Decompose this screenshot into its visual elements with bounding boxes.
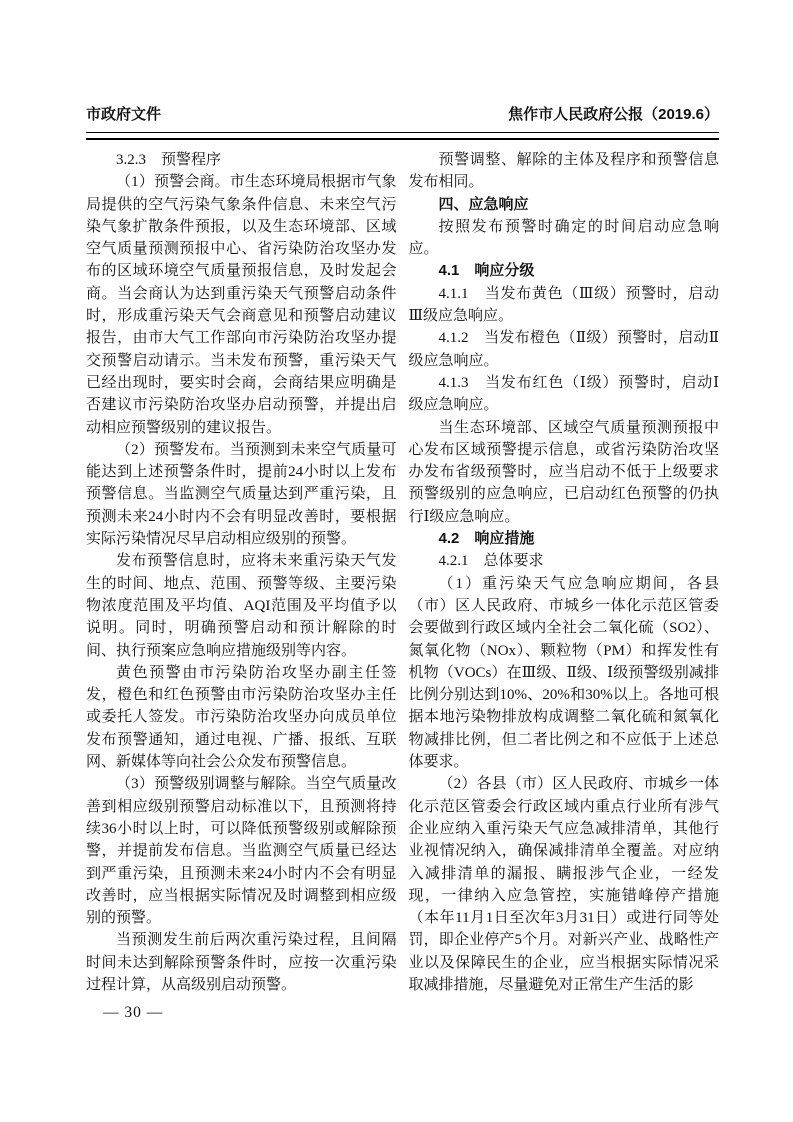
paragraph: 3.2.3 预警程序 (116, 152, 222, 168)
paragraph: 4.2.1 总体要求 (438, 553, 544, 570)
right-column (409, 149, 720, 996)
page-number: — 30 — (103, 1004, 164, 1021)
paragraph: （1）预警会商。市生态环境局根据市气象局提供的空气污染气象条件信息、未来空气污染气象扩散条件预报，以及生态环境部、区域空气质量预测预报中心、省污染防治攻坚办发布的区域环境空气质量预报信息，及时发起会商。当会商认为达到重污染天气预警启动条件时，形成重污染天气会商意见和预警启动建议报告，由市大气工作部向市污染防治攻坚办提交预警启动请示。当未发布预警，重污染天气已经出现时，要实时会商，会商结果应明确是否建议市污染防治攻坚办启动预警，并提出启动相应预警级别的建议报告。 (86, 174, 397, 436)
paragraph: 预警调整、解除的主体及程序和预警信息发布相同。 (408, 152, 719, 191)
paragraph: （3）预警级别调整与解除。当空气质量改善到相应级别预警启动标准以下，且预测将持续36小时以上时，可以降低预警级别或解除预警，并提前发布信息。当监测空气质量已经达到严重污染，且预测未来24小时内不会有明显改善时，应当根据实际情况及时调整到相应级别的预警。 (86, 776, 397, 927)
paragraph: 4.1.2 当发布橙色（Ⅱ级）预警时，启动Ⅱ级应急响应。 (408, 330, 719, 369)
section-heading: 四、应急响应 (438, 195, 529, 213)
paragraph: 发布预警信息时，应将未来重污染天气发生的时间、地点、范围、预警等级、主要污染物浓度范围及平均值、AQI范围及平均值予以说明。同时，明确预警启动和预计解除的时间、执行预案应急响应措施级别等内容。 (86, 553, 397, 659)
paragraph: （2）预警发布。当预测到未来空气质量可能达到上述预警条件时，提前24小时以上发布预警信息。当监测空气质量达到严重污染，且预测未来24小时内不会有明显改善时，要根据实际污染情况尽早启动相应级别的预警。 (86, 441, 397, 548)
left-column (86, 149, 397, 996)
paragraph: 按照发布预警时确定的时间启动应急响应。 (408, 218, 719, 258)
paragraph: 4.1.3 当发布红色（Ⅰ级）预警时，启动Ⅰ级应急响应。 (408, 374, 719, 414)
paragraph: 4.1.1 当发布黄色（Ⅲ级）预警时，启动Ⅲ级应急响应。 (408, 285, 719, 325)
section-heading: 4.1 响应分级 (438, 262, 535, 280)
paragraph: 黄色预警由市污染防治攻坚办副主任签发，橙色和红色预警由市污染防治攻坚办主任或委托人签发。市污染防治攻坚办向成员单位发布预警通知，通过电视、广播、报纸、互联网、新媒体等向社会公众发布预警信息。 (86, 664, 397, 771)
header-left-title: 市政府文件 (86, 106, 162, 123)
header-right-title: 焦作市人民政府公报（2019.6） (508, 106, 719, 123)
header-double-rule (86, 132, 719, 140)
paragraph: （1）重污染天气应急响应期间，各县（市）区人民政府、市城乡一体化示范区管委会要做到行政区域内全社会二氧化硫（SO2）、氮氧化物（NOx）、颗粒物（PM）和挥发性有机物（VOCs）在Ⅲ级、Ⅱ级、Ⅰ级预警级别减排比例分别达到10%、20%和30%以上。各地可根据本地污染物排放构成调整二氧化硫和氮氧化物减排比例，但二者比例之和不应低于上述总体要求。 (408, 575, 719, 771)
document-body (86, 149, 719, 996)
page-header (86, 105, 719, 125)
section-heading: 4.2 响应措施 (438, 530, 535, 548)
paragraph: 当生态环境部、区域空气质量预测预报中心发布区域预警提示信息，或省污染防治攻坚办发布省级预警时，应当启动不低于上级要求预警级别的应急响应，已启动红色预警的仍执行Ⅰ级应急响应。 (408, 419, 719, 525)
paragraph: （2）各县（市）区人民政府、市城乡一体化示范区管委会行政区域内重点行业所有涉气企业应纳入重污染天气应急减排清单，其他行业视情况纳入，确保减排清单全覆盖。对应纳入减排清单的漏报、瞒报涉气企业，一经发现，一律纳入应急管控，实施错峰停产措施（本年11月1日至次年3月31日）或进行同等处罚，即企业停产5个月。对新兴产业、战略性产业以及保障民生的企业，应当根据实际情况采取减排措施，尽量避免对正常生产生活的影 (408, 776, 719, 993)
paragraph: 当预测发生前后两次重污染过程，且间隔时间未达到解除预警条件时，应按一次重污染过程计算，从高级别启动预警。 (86, 932, 397, 993)
